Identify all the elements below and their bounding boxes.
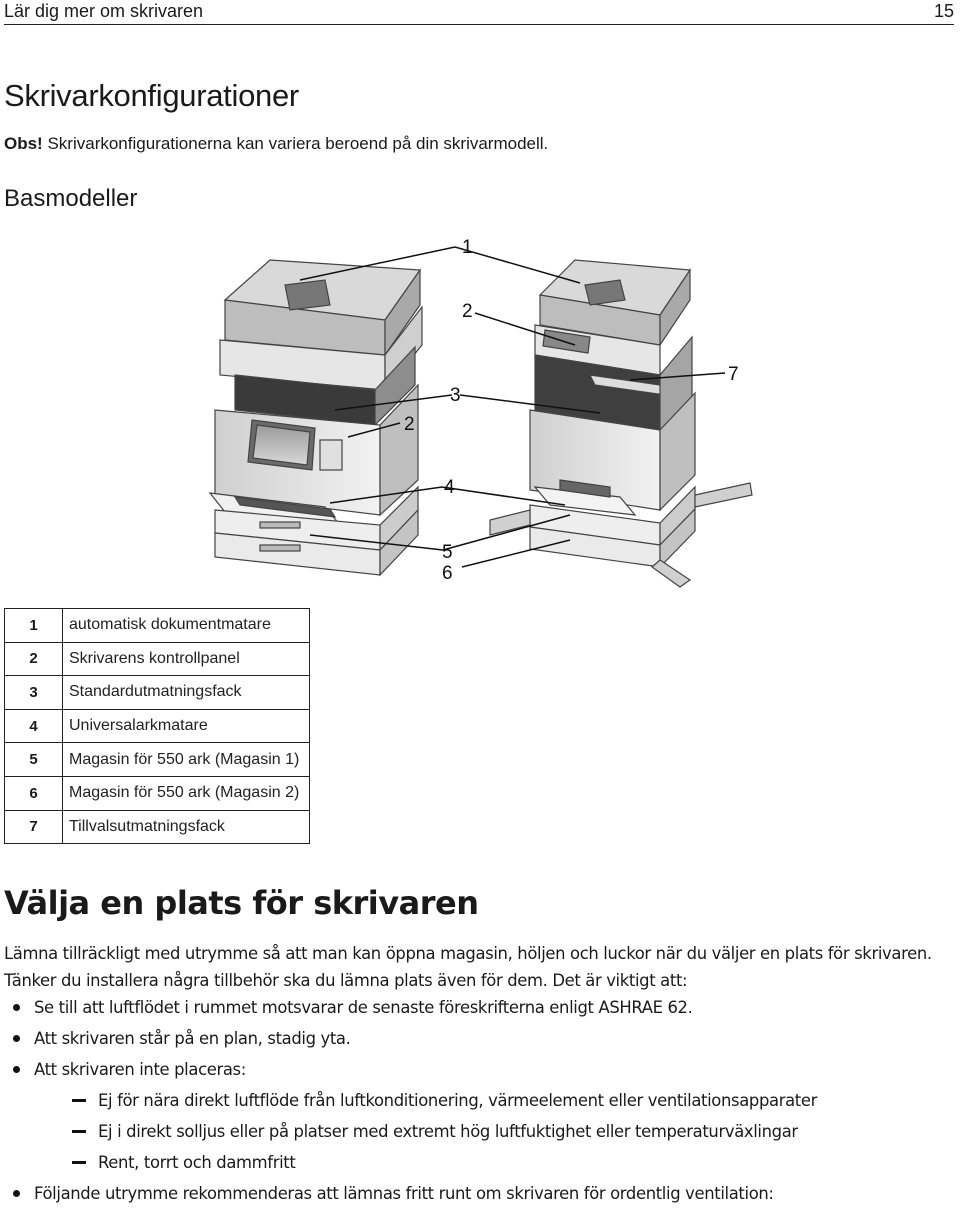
- legend-number: 4: [5, 709, 63, 743]
- legend-label: Standardutmatningsfack: [63, 676, 310, 710]
- page-title: Skrivarkonfigurationer: [4, 78, 299, 113]
- sub-list-item: Ej i direkt solljus eller på platser med extremt hög luftfuktighet eller temperaturväxlingar: [34, 1116, 960, 1147]
- bullet-icon: [13, 1066, 20, 1073]
- legend-table: [4, 608, 310, 844]
- bullet-icon: [13, 1004, 20, 1011]
- legend-label: Magasin för 550 ark (Magasin 2): [63, 776, 310, 810]
- callout-2a: 2: [462, 301, 473, 322]
- dash-icon: [72, 1130, 86, 1133]
- callout-4: 4: [444, 477, 455, 498]
- table-row: [5, 776, 310, 810]
- callout-6: 6: [442, 563, 453, 584]
- table-row: [5, 810, 310, 844]
- table-row: [5, 709, 310, 743]
- list-item: Se till att luftflödet i rummet motsvarar de senaste föreskrifterna enligt ASHRAE 62.: [0, 992, 960, 1023]
- callout-3: 3: [450, 385, 461, 406]
- table-row: [5, 609, 310, 643]
- bullet-icon: [13, 1035, 20, 1042]
- list-item: Att skrivaren står på en plan, stadig yta.: [0, 1023, 960, 1054]
- page-number: 15: [933, 1, 954, 21]
- note: [4, 134, 548, 154]
- callout-1: 1: [462, 237, 473, 258]
- legend-label: automatisk dokumentmatare: [63, 609, 310, 643]
- legend-label: Universalarkmatare: [63, 709, 310, 743]
- callout-5: 5: [442, 542, 453, 563]
- printer-illustration: [190, 225, 770, 595]
- legend-number: 7: [5, 810, 63, 844]
- list-item: Att skrivaren inte placeras: Ej för nära direkt luftflöde från luftkonditionering, värmeelement eller ventilationsapparater Ej i direkt solljus eller på platser med extremt hög luftfuktighet eller temperaturväxlingar Rent, torrt och dammfritt: [0, 1054, 960, 1178]
- callout-7: 7: [728, 364, 739, 385]
- sub-list-item: Ej för nära direkt luftflöde från luftkonditionering, värmeelement eller ventilationsapparater: [34, 1085, 960, 1116]
- legend-label: Tillvalsutmatningsfack: [63, 810, 310, 844]
- note-label: Obs!: [4, 134, 43, 153]
- bullet-icon: [13, 1190, 20, 1197]
- table-row: [5, 743, 310, 777]
- sub-list-item: Rent, torrt och dammfritt: [34, 1147, 960, 1178]
- legend-number: 3: [5, 676, 63, 710]
- subtitle: Basmodeller: [4, 185, 138, 212]
- section-name: Lär dig mer om skrivaren: [4, 1, 204, 21]
- dash-icon: [72, 1161, 86, 1164]
- sub-bullet-list: [34, 1085, 960, 1178]
- legend-label: Magasin för 550 ark (Magasin 1): [63, 743, 310, 777]
- legend-label: Skrivarens kontrollpanel: [63, 642, 310, 676]
- legend-number: 2: [5, 642, 63, 676]
- callout-2b: 2: [404, 414, 415, 435]
- list-item: Följande utrymme rekommenderas att lämnas fritt runt om skrivaren för ordentlig ventilation:: [0, 1178, 960, 1209]
- right-printer: [490, 260, 752, 587]
- running-header: [4, 0, 954, 25]
- bullet-list: [0, 992, 960, 1209]
- section-title: Välja en plats för skrivaren: [4, 884, 479, 922]
- legend-number: 6: [5, 776, 63, 810]
- table-row: [5, 642, 310, 676]
- note-text: Skrivarkonfigurationerna kan variera beroend på din skrivarmodell.: [42, 134, 549, 153]
- legend-number: 1: [5, 609, 63, 643]
- intro-paragraph: Lämna tillräckligt med utrymme så att man kan öppna magasin, höljen och luckor när du väljer en plats för skrivaren. Tänker du installera några tillbehör ska du lämna plats även för dem. Det är viktigt att:: [4, 944, 932, 990]
- legend-number: 5: [5, 743, 63, 777]
- table-row: [5, 676, 310, 710]
- left-printer: [210, 260, 422, 575]
- dash-icon: [72, 1099, 86, 1102]
